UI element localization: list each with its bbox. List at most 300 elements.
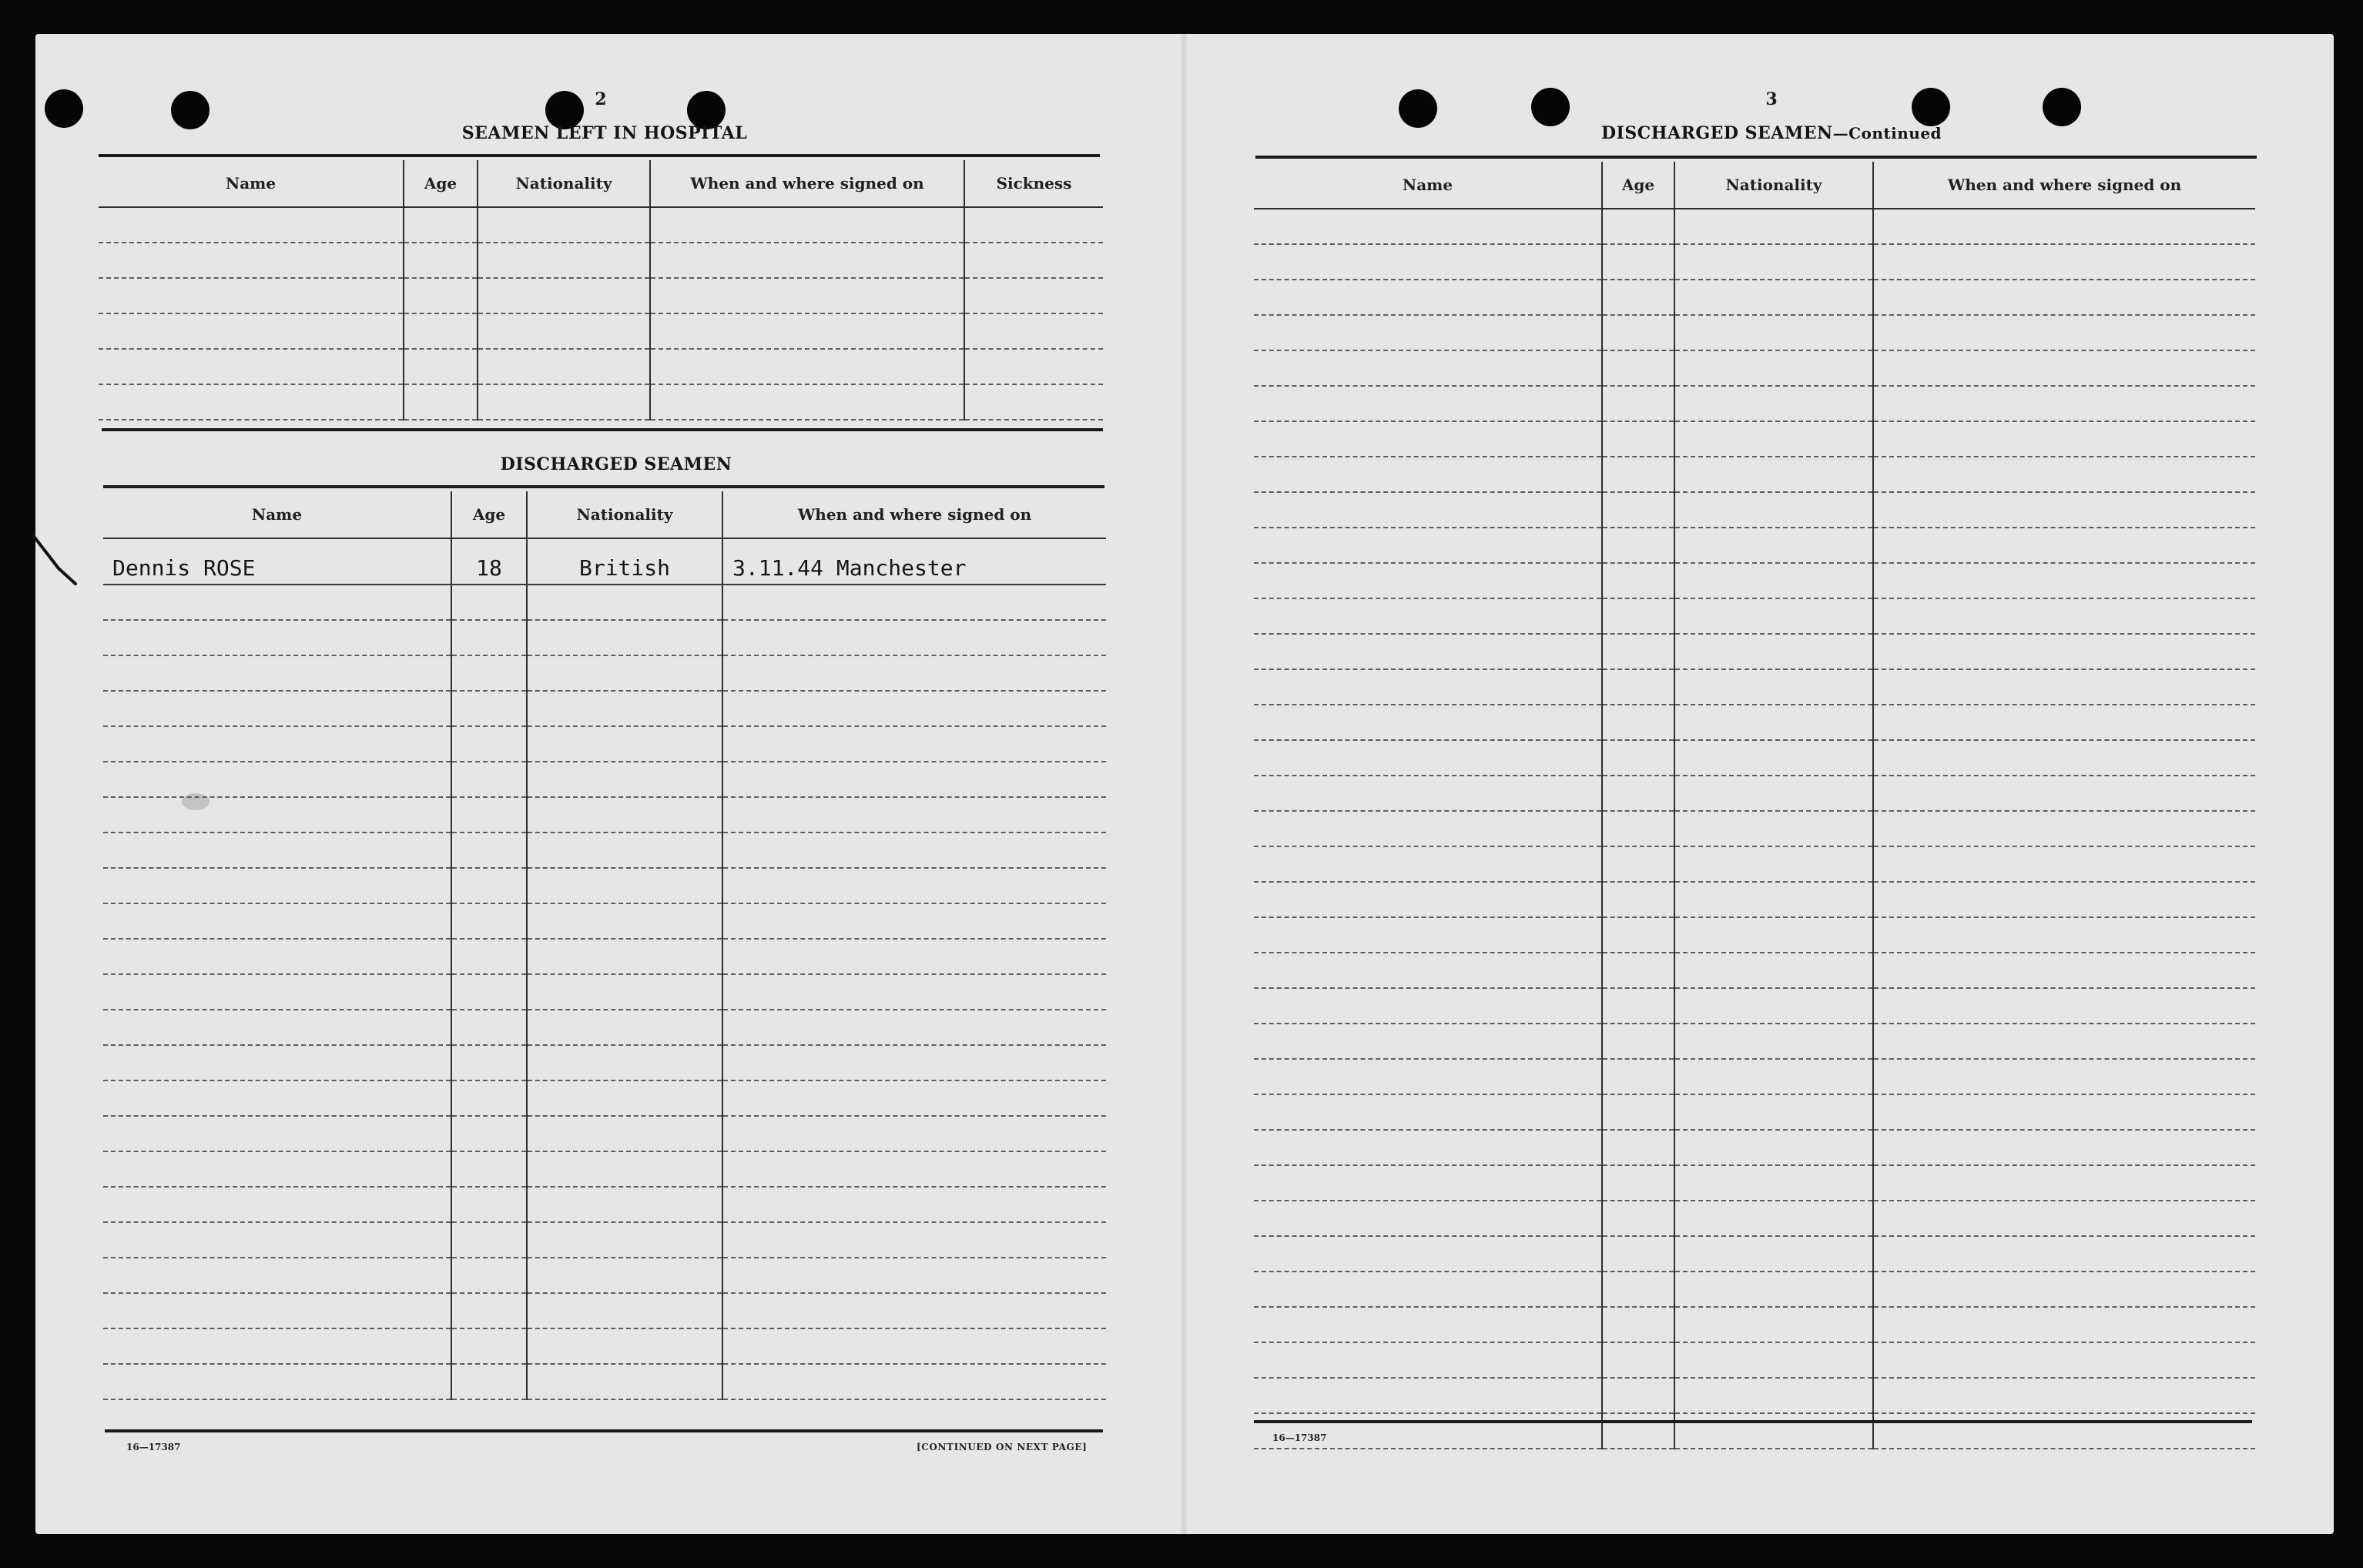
- blank-row: [1254, 705, 2255, 740]
- blank-cell: [99, 384, 404, 420]
- discharged-section-title: DISCHARGED SEAMEN: [500, 454, 732, 474]
- blank-cell: [1674, 811, 1873, 846]
- blank-cell: [1873, 669, 2255, 705]
- blank-cell: [404, 243, 478, 278]
- blank-cell: [103, 903, 451, 939]
- blank-row: [1254, 386, 2255, 421]
- discharged-continued-suffix: —Continued: [1832, 124, 1942, 142]
- blank-cell: [1602, 421, 1674, 457]
- blank-cell: [1254, 244, 1602, 280]
- blank-cell: [722, 1045, 1106, 1081]
- blank-cell: [1873, 492, 2255, 528]
- blank-cell: [1873, 563, 2255, 598]
- form-code-left: 16—17387: [126, 1442, 181, 1452]
- blank-cell: [527, 1116, 722, 1151]
- blank-row: [1254, 669, 2255, 705]
- punch-hole: [1912, 88, 1950, 126]
- blank-cell: [1873, 280, 2255, 315]
- blank-cell: [527, 620, 722, 655]
- discharged-bottom-rule: [105, 1429, 1103, 1432]
- blank-cell: [103, 1151, 451, 1187]
- blank-cell: [1873, 1342, 2255, 1378]
- blank-cell: [103, 620, 451, 655]
- blank-cell: [964, 278, 1103, 313]
- blank-cell: [478, 313, 650, 349]
- blank-cell: [103, 974, 451, 1010]
- blank-cell: [103, 655, 451, 691]
- blank-cell: [1674, 421, 1873, 457]
- blank-cell: [1674, 315, 1873, 350]
- discharged-col-signed-on: When and where signed on: [722, 491, 1106, 538]
- discharged-col-age: Age: [451, 491, 527, 538]
- blank-cell: [1602, 280, 1674, 315]
- blank-cell: [1873, 1059, 2255, 1094]
- blank-cell: [1873, 1307, 2255, 1342]
- blank-cell: [1254, 811, 1602, 846]
- blank-cell: [1674, 563, 1873, 598]
- blank-cell: [1873, 598, 2255, 634]
- blank-row: [1254, 1130, 2255, 1165]
- blank-cell: [1873, 846, 2255, 882]
- blank-cell: [404, 207, 478, 243]
- blank-cell: [103, 1081, 451, 1116]
- blank-cell: [451, 1045, 527, 1081]
- blank-cell: [722, 691, 1106, 726]
- blank-cell: [1254, 209, 1602, 244]
- blank-cell: [1602, 244, 1674, 280]
- blank-cell: [527, 726, 722, 762]
- blank-cell: [1674, 1271, 1873, 1307]
- blank-row: [103, 762, 1106, 797]
- blank-cell: [1602, 598, 1674, 634]
- blank-row: [1254, 1413, 2255, 1449]
- blank-row: [103, 1258, 1106, 1293]
- blank-row: [103, 797, 1106, 833]
- hospital-header-row: [99, 160, 1103, 207]
- form-code-right: 16—17387: [1272, 1432, 1327, 1443]
- blank-cell: [103, 939, 451, 974]
- blank-row: [1254, 1342, 2255, 1378]
- blank-cell: [964, 243, 1103, 278]
- blank-cell: [527, 655, 722, 691]
- blank-cell: [478, 207, 650, 243]
- blank-cell: [1674, 1307, 1873, 1342]
- blank-cell: [1254, 846, 1602, 882]
- discharged-col-nationality: Nationality: [527, 491, 722, 538]
- blank-cell: [1873, 634, 2255, 669]
- blank-cell: [103, 1045, 451, 1081]
- blank-cell: [1674, 634, 1873, 669]
- blank-cell: [1873, 1413, 2255, 1449]
- blank-cell: [451, 1151, 527, 1187]
- blank-cell: [451, 1328, 527, 1364]
- hospital-col-signed-on: When and where signed on: [650, 160, 964, 207]
- blank-cell: [1674, 1130, 1873, 1165]
- continued-note: [CONTINUED ON NEXT PAGE]: [917, 1442, 1088, 1452]
- blank-row: [103, 1081, 1106, 1116]
- blank-cell: [650, 243, 964, 278]
- blank-cell: [103, 1364, 451, 1399]
- blank-cell: [1254, 1271, 1602, 1307]
- blank-row: [1254, 1201, 2255, 1236]
- blank-cell: [99, 278, 404, 313]
- blank-cell: [1674, 1342, 1873, 1378]
- blank-row: [103, 1151, 1106, 1187]
- blank-cell: [1674, 457, 1873, 492]
- blank-cell: [964, 349, 1103, 384]
- blank-cell: [451, 655, 527, 691]
- blank-cell: [964, 207, 1103, 243]
- blank-cell: [1873, 776, 2255, 811]
- blank-cell: [650, 313, 964, 349]
- continued-bottom-rule: [1254, 1420, 2252, 1423]
- blank-cell: [1873, 315, 2255, 350]
- blank-row: [1254, 598, 2255, 634]
- blank-row: [103, 1187, 1106, 1222]
- blank-row: [1254, 988, 2255, 1024]
- blank-cell: [527, 1010, 722, 1045]
- blank-cell: [1674, 740, 1873, 776]
- blank-cell: [103, 1187, 451, 1222]
- blank-cell: [1602, 634, 1674, 669]
- blank-cell: [1254, 1059, 1602, 1094]
- continued-col-nationality: Nationality: [1674, 162, 1873, 209]
- blank-cell: [1602, 386, 1674, 421]
- blank-cell: [478, 278, 650, 313]
- continued-header-row: [1254, 162, 2255, 209]
- blank-row: [1254, 421, 2255, 457]
- blank-cell: [722, 1116, 1106, 1151]
- blank-cell: [527, 1045, 722, 1081]
- blank-cell: [722, 655, 1106, 691]
- blank-cell: [103, 797, 451, 833]
- blank-cell: [1602, 1024, 1674, 1059]
- blank-cell: [1602, 1059, 1674, 1094]
- blank-cell: [722, 1293, 1106, 1328]
- continued-top-rule: [1255, 156, 2257, 159]
- blank-cell: [722, 903, 1106, 939]
- seaman-name: Dennis ROSE: [103, 538, 451, 585]
- blank-cell: [1254, 705, 1602, 740]
- blank-cell: [1602, 1165, 1674, 1201]
- blank-row: [1254, 280, 2255, 315]
- blank-cell: [451, 726, 527, 762]
- blank-cell: [451, 1222, 527, 1258]
- continued-col-signed-on: When and where signed on: [1873, 162, 2255, 209]
- blank-cell: [103, 762, 451, 797]
- blank-cell: [1674, 1165, 1873, 1201]
- blank-cell: [722, 1328, 1106, 1364]
- discharged-continued-main: DISCHARGED SEAMEN: [1600, 123, 1833, 143]
- blank-cell: [103, 726, 451, 762]
- blank-row: [1254, 1094, 2255, 1130]
- blank-cell: [1254, 421, 1602, 457]
- blank-cell: [527, 833, 722, 868]
- blank-cell: [1602, 457, 1674, 492]
- blank-cell: [1602, 953, 1674, 988]
- blank-cell: [1674, 953, 1873, 988]
- blank-cell: [527, 974, 722, 1010]
- blank-cell: [451, 868, 527, 903]
- blank-cell: [451, 1116, 527, 1151]
- blank-cell: [1873, 1236, 2255, 1271]
- blank-cell: [722, 585, 1106, 620]
- blank-cell: [1674, 1236, 1873, 1271]
- blank-cell: [1873, 457, 2255, 492]
- blank-cell: [1254, 1342, 1602, 1378]
- blank-cell: [103, 833, 451, 868]
- blank-cell: [722, 797, 1106, 833]
- blank-cell: [1674, 882, 1873, 917]
- blank-cell: [1674, 386, 1873, 421]
- blank-cell: [1602, 1342, 1674, 1378]
- blank-row: [103, 974, 1106, 1010]
- hospital-col-nationality: Nationality: [478, 160, 650, 207]
- blank-cell: [1674, 917, 1873, 953]
- blank-cell: [1873, 1094, 2255, 1130]
- blank-cell: [1674, 598, 1873, 634]
- discharged-header-row: [103, 491, 1106, 538]
- blank-row: [103, 1328, 1106, 1364]
- blank-cell: [1602, 917, 1674, 953]
- blank-row: [103, 1045, 1106, 1081]
- blank-cell: [1602, 1201, 1674, 1236]
- continued-table: [1254, 162, 2255, 1449]
- blank-cell: [451, 1081, 527, 1116]
- blank-cell: [527, 1364, 722, 1399]
- blank-cell: [1674, 209, 1873, 244]
- blank-cell: [1674, 1094, 1873, 1130]
- blank-cell: [650, 384, 964, 420]
- blank-cell: [478, 349, 650, 384]
- blank-cell: [1254, 634, 1602, 669]
- blank-cell: [527, 585, 722, 620]
- blank-cell: [1873, 953, 2255, 988]
- blank-cell: [1674, 492, 1873, 528]
- blank-cell: [964, 313, 1103, 349]
- discharged-table: [103, 491, 1106, 1400]
- blank-cell: [1873, 705, 2255, 740]
- blank-cell: [650, 207, 964, 243]
- blank-row: [1254, 528, 2255, 563]
- seaman-signed-on: 3.11.44 Manchester: [722, 538, 1106, 585]
- seaman-entry-row: [103, 538, 1106, 585]
- blank-row: [103, 620, 1106, 655]
- hospital-col-sickness: Sickness: [964, 160, 1103, 207]
- blank-cell: [1254, 953, 1602, 988]
- blank-cell: [451, 903, 527, 939]
- blank-cell: [1254, 1024, 1602, 1059]
- blank-row: [103, 1364, 1106, 1399]
- seaman-age: 18: [451, 538, 527, 585]
- blank-cell: [451, 1010, 527, 1045]
- blank-row: [103, 833, 1106, 868]
- blank-row: [99, 349, 1103, 384]
- blank-cell: [722, 833, 1106, 868]
- blank-cell: [451, 762, 527, 797]
- blank-cell: [1674, 846, 1873, 882]
- blank-cell: [1602, 1271, 1674, 1307]
- blank-cell: [1254, 1201, 1602, 1236]
- blank-cell: [103, 868, 451, 903]
- blank-cell: [1873, 244, 2255, 280]
- blank-row: [103, 691, 1106, 726]
- blank-cell: [1254, 280, 1602, 315]
- blank-cell: [1254, 315, 1602, 350]
- blank-cell: [451, 1258, 527, 1293]
- discharged-top-rule: [103, 485, 1104, 488]
- blank-row: [103, 939, 1106, 974]
- blank-cell: [1602, 811, 1674, 846]
- blank-row: [1254, 953, 2255, 988]
- blank-cell: [404, 349, 478, 384]
- blank-cell: [722, 974, 1106, 1010]
- punch-hole: [45, 89, 83, 128]
- blank-cell: [1254, 457, 1602, 492]
- blank-cell: [1602, 740, 1674, 776]
- blank-cell: [1602, 669, 1674, 705]
- blank-row: [1254, 1165, 2255, 1201]
- blank-row: [1254, 244, 2255, 280]
- hospital-col-name: Name: [99, 160, 404, 207]
- blank-row: [1254, 776, 2255, 811]
- blank-cell: [1873, 1130, 2255, 1165]
- blank-cell: [1602, 209, 1674, 244]
- blank-cell: [527, 903, 722, 939]
- blank-row: [99, 278, 1103, 313]
- blank-cell: [99, 313, 404, 349]
- blank-cell: [1674, 1378, 1873, 1413]
- blank-row: [103, 726, 1106, 762]
- blank-cell: [1602, 1236, 1674, 1271]
- blank-cell: [1873, 528, 2255, 563]
- blank-cell: [722, 1151, 1106, 1187]
- seaman-nationality: British: [527, 538, 722, 585]
- blank-row: [1254, 563, 2255, 598]
- hospital-col-age: Age: [404, 160, 478, 207]
- blank-cell: [527, 1151, 722, 1187]
- blank-cell: [650, 349, 964, 384]
- page-number-right: 3: [1765, 89, 1778, 109]
- blank-cell: [451, 1364, 527, 1399]
- blank-cell: [1674, 350, 1873, 386]
- blank-cell: [1674, 669, 1873, 705]
- blank-cell: [451, 1187, 527, 1222]
- blank-row: [103, 1222, 1106, 1258]
- blank-cell: [1254, 1236, 1602, 1271]
- blank-row: [1254, 457, 2255, 492]
- blank-cell: [1873, 811, 2255, 846]
- blank-cell: [722, 1010, 1106, 1045]
- blank-cell: [1602, 350, 1674, 386]
- blank-row: [1254, 811, 2255, 846]
- blank-cell: [404, 313, 478, 349]
- blank-cell: [722, 1258, 1106, 1293]
- blank-cell: [1873, 421, 2255, 457]
- punch-hole: [1531, 88, 1570, 126]
- blank-cell: [1602, 1094, 1674, 1130]
- blank-cell: [1602, 882, 1674, 917]
- blank-row: [1254, 209, 2255, 244]
- blank-cell: [1254, 598, 1602, 634]
- blank-row: [1254, 315, 2255, 350]
- blank-cell: [1254, 492, 1602, 528]
- blank-cell: [404, 278, 478, 313]
- blank-row: [1254, 917, 2255, 953]
- blank-cell: [722, 1222, 1106, 1258]
- blank-cell: [1602, 1130, 1674, 1165]
- blank-cell: [1254, 1413, 1602, 1449]
- blank-cell: [1254, 669, 1602, 705]
- blank-cell: [103, 1258, 451, 1293]
- blank-cell: [1873, 1024, 2255, 1059]
- blank-cell: [478, 243, 650, 278]
- blank-cell: [722, 1187, 1106, 1222]
- blank-cell: [1602, 1413, 1674, 1449]
- blank-cell: [527, 691, 722, 726]
- blank-cell: [1873, 386, 2255, 421]
- blank-cell: [1873, 988, 2255, 1024]
- blank-cell: [1254, 1378, 1602, 1413]
- blank-cell: [1602, 563, 1674, 598]
- blank-cell: [650, 278, 964, 313]
- blank-cell: [527, 1222, 722, 1258]
- hospital-bottom-rule: [102, 428, 1103, 431]
- blank-cell: [1602, 1378, 1674, 1413]
- blank-cell: [527, 762, 722, 797]
- blank-row: [103, 1010, 1106, 1045]
- blank-cell: [1254, 882, 1602, 917]
- blank-cell: [722, 1081, 1106, 1116]
- blank-cell: [1674, 1201, 1873, 1236]
- check-mark-icon: [29, 531, 83, 593]
- discharged-col-name: Name: [103, 491, 451, 538]
- blank-cell: [1254, 563, 1602, 598]
- blank-cell: [103, 691, 451, 726]
- blank-cell: [1873, 740, 2255, 776]
- hospital-table: [99, 160, 1103, 420]
- blank-cell: [1254, 1094, 1602, 1130]
- blank-cell: [1602, 315, 1674, 350]
- blank-cell: [1674, 280, 1873, 315]
- punch-hole: [2043, 88, 2081, 126]
- blank-cell: [1602, 1307, 1674, 1342]
- blank-row: [1254, 1236, 2255, 1271]
- blank-cell: [527, 868, 722, 903]
- blank-row: [103, 585, 1106, 620]
- blank-cell: [527, 1187, 722, 1222]
- blank-cell: [722, 726, 1106, 762]
- blank-cell: [1602, 988, 1674, 1024]
- blank-row: [99, 313, 1103, 349]
- blank-row: [103, 903, 1106, 939]
- punch-hole: [171, 91, 209, 129]
- blank-row: [1254, 492, 2255, 528]
- blank-cell: [1602, 705, 1674, 740]
- blank-cell: [451, 939, 527, 974]
- discharged-continued-title: [1463, 123, 2080, 143]
- blank-cell: [1254, 528, 1602, 563]
- blank-cell: [103, 1328, 451, 1364]
- blank-cell: [103, 1116, 451, 1151]
- blank-cell: [1254, 350, 1602, 386]
- blank-cell: [1674, 1413, 1873, 1449]
- blank-cell: [451, 797, 527, 833]
- blank-cell: [451, 691, 527, 726]
- blank-cell: [527, 1081, 722, 1116]
- blank-cell: [99, 349, 404, 384]
- blank-row: [103, 868, 1106, 903]
